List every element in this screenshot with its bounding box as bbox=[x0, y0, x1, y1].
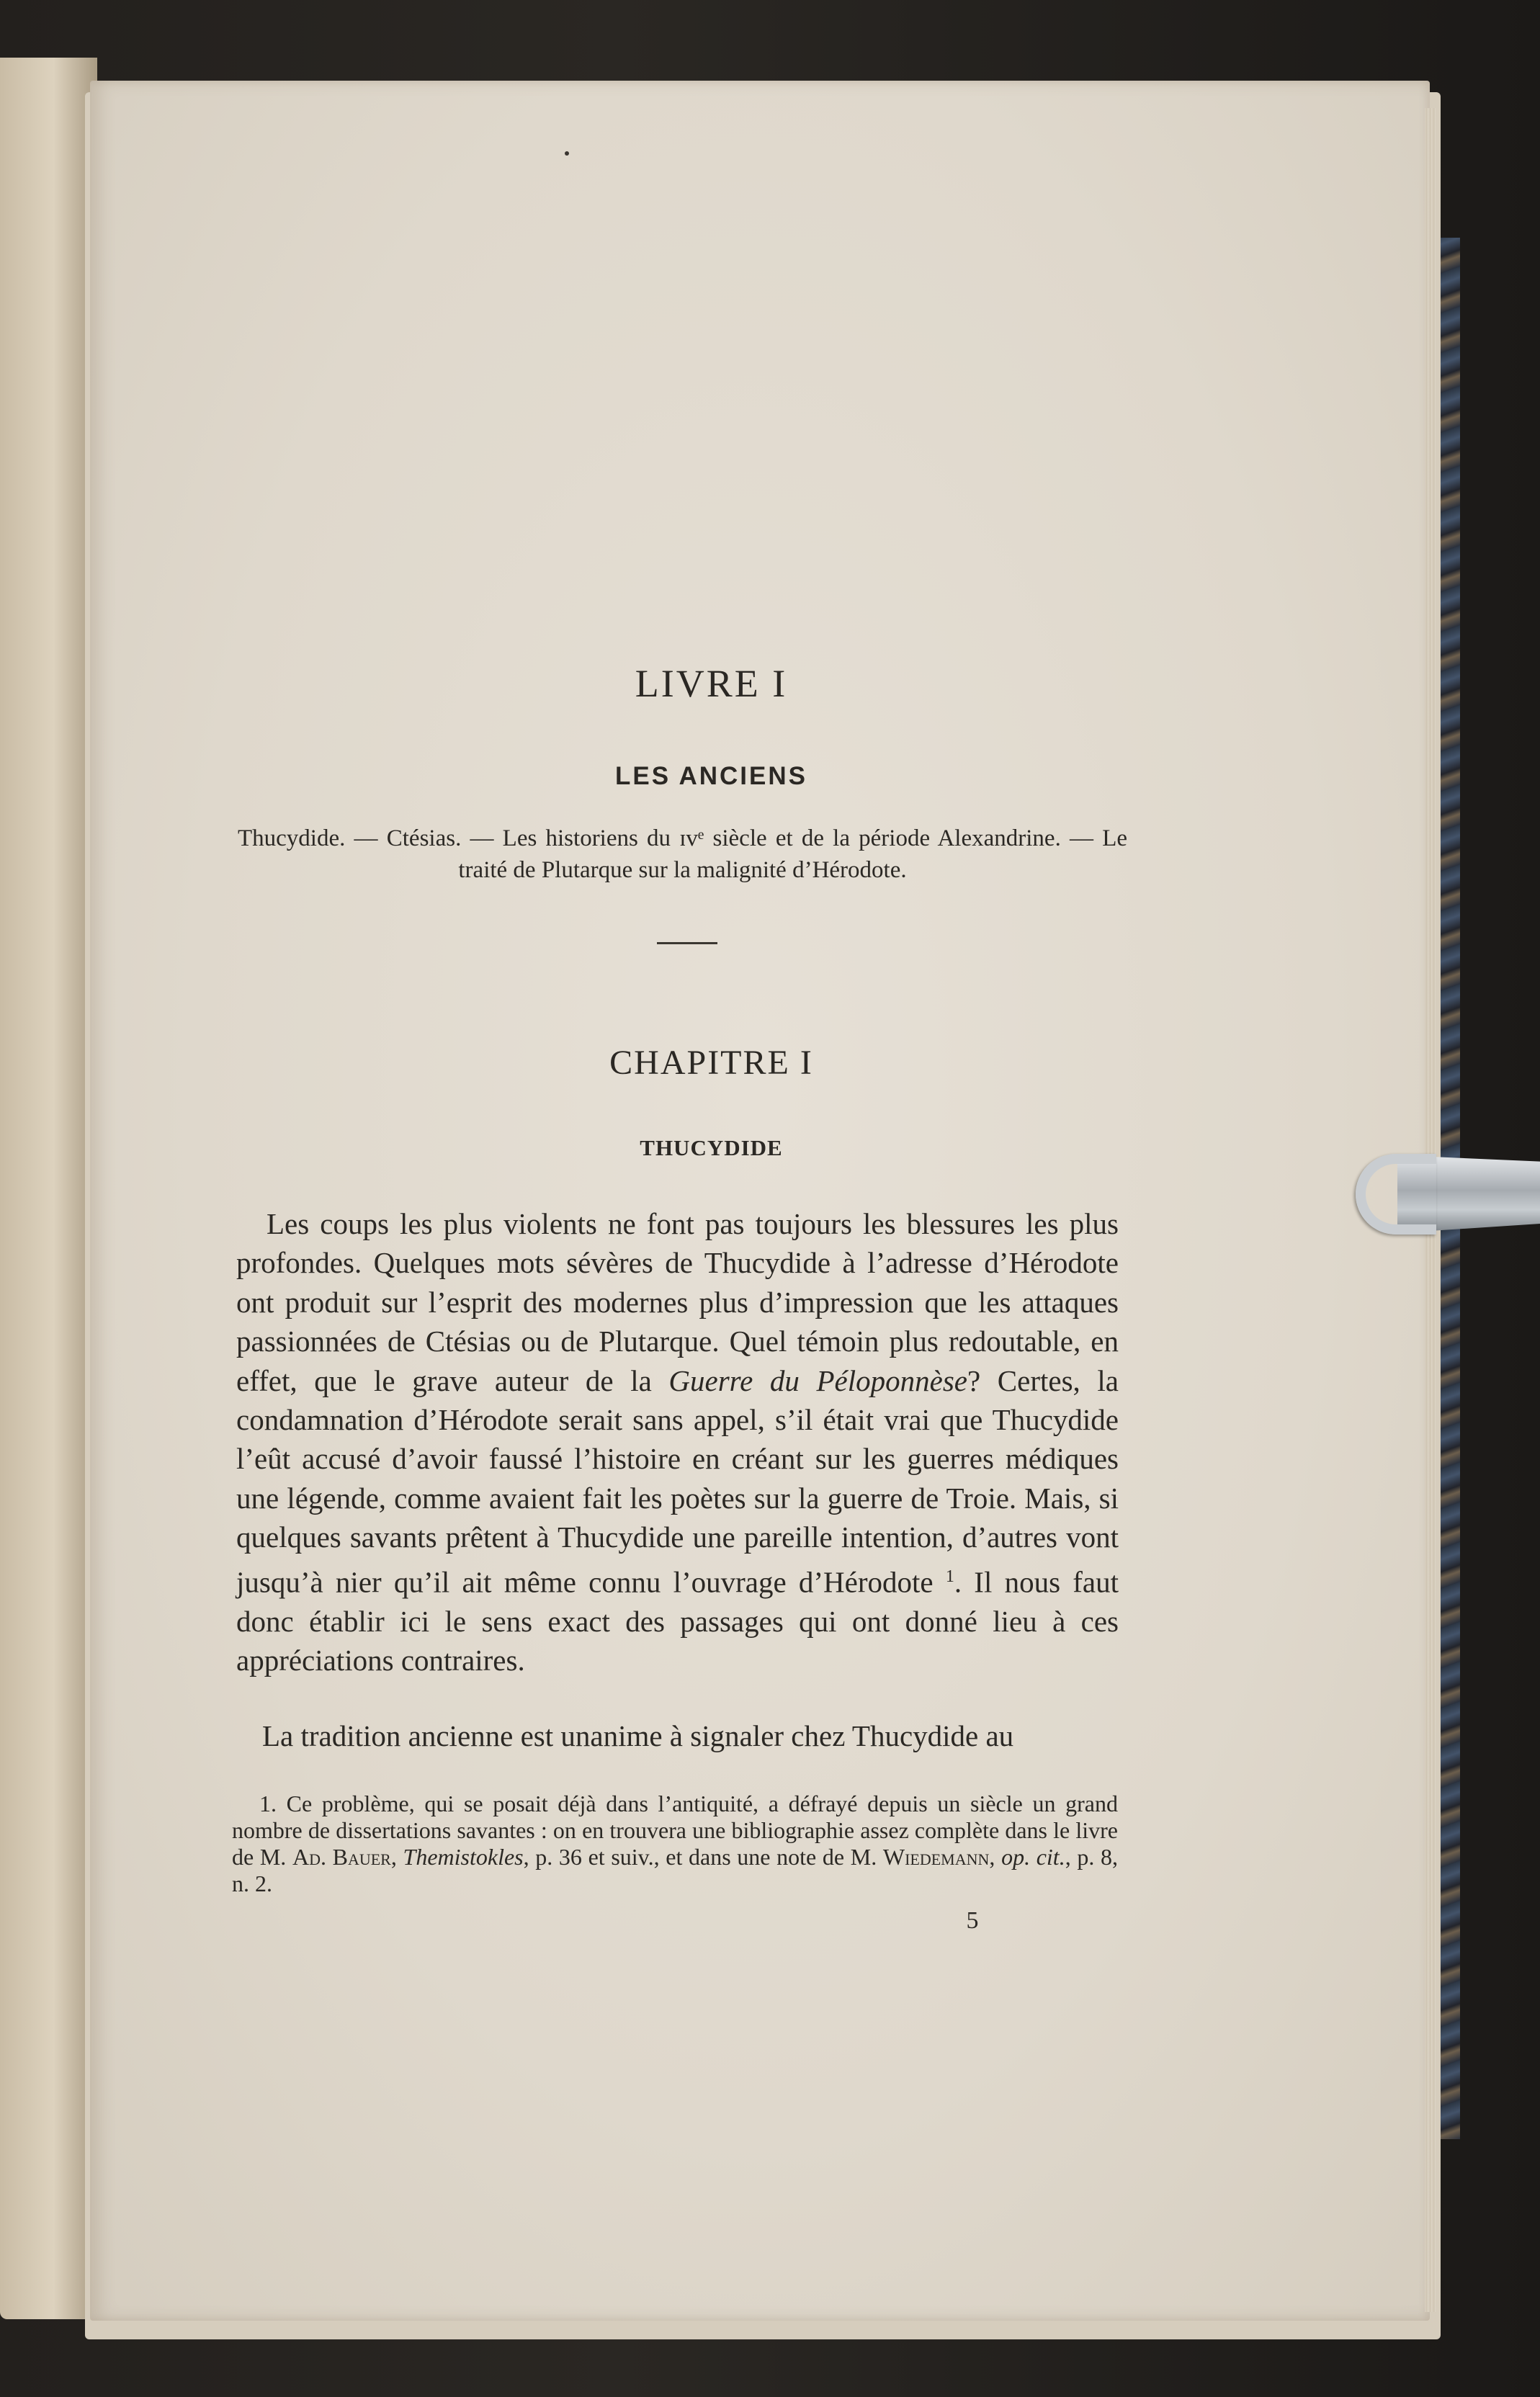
metal-clip bbox=[1356, 1150, 1540, 1245]
footnote-author-wiedemann: Wiedemann bbox=[882, 1844, 990, 1870]
footnote-author-bauer: Ad. Bauer bbox=[292, 1844, 391, 1870]
paragraph-1 bbox=[236, 1204, 1119, 1680]
page-number: 5 bbox=[966, 1907, 979, 1934]
paragraph-2: La tradition ancienne est unanime à signaler chez Thucydide au bbox=[262, 1719, 1014, 1752]
clip-loop bbox=[1356, 1154, 1436, 1235]
footnote-text-b: , p. 36 et suiv., et dans une note de M. bbox=[523, 1844, 883, 1870]
book-page bbox=[90, 81, 1430, 2321]
divider-rule bbox=[657, 942, 717, 944]
footnote-text-a: Ce problème, qui se posait déjà dans l’antiquité, a défrayé depuis un siècle un grand nombre de dissertations savantes : on en trouvera une bibliographie assez complète dans le livre de M. bbox=[232, 1791, 1118, 1870]
facing-page-edge bbox=[0, 58, 97, 2319]
footnote-work-themistokles: Themistokles bbox=[403, 1844, 524, 1870]
footnote-reference: 1 bbox=[945, 1567, 954, 1586]
footnote-work-opcit: op. cit. bbox=[1001, 1844, 1065, 1870]
paragraph-1-text-a: Les coups les plus violents ne font pas toujours les blessures les plus profondes. Quelques mots sévères de Thucydide à l’adresse d’Hérodote ont produit sur l’esprit des modernes plus d’impression que les attaques passionnées de Ctésias ou de Plutarque. Quel témoin plus redoutable, en effet, que le grave auteur de la bbox=[236, 1207, 1119, 1397]
specks bbox=[565, 151, 569, 156]
footnote-sep-1: , bbox=[390, 1844, 403, 1870]
paragraph-1-italic-title: Guerre du Péloponnèse bbox=[668, 1363, 967, 1397]
book-summary: Thucydide. — Ctésias. — Les historiens du ɪᴠᵉ siècle et de la période Alexandrine. — Le traité de Plutarque sur la malignité d’Hérodote. bbox=[238, 825, 1127, 883]
paragraph-1-text-c: . Il nous faut donc établir ici le sens exact des passages qui ont donné lieu à ces appréciations contraires. bbox=[236, 1565, 1119, 1677]
footnote bbox=[232, 1791, 1118, 1897]
chapter-subtitle: THUCYDIDE bbox=[640, 1135, 783, 1160]
book-subtitle: LES ANCIENS bbox=[614, 762, 807, 790]
chapter-title: CHAPITRE I bbox=[609, 1044, 813, 1082]
footnote-sep-2: , bbox=[989, 1844, 1002, 1870]
paragraph-1-text-b: ? Certes, la condamnation d’Hérodote serait sans appel, s’il était vrai que Thucydide l’eût accusé d’avoir faussé l’histoire en créant sur les guerres médiques une légende, comme avaient fait les poètes sur la guerre de Troie. Mais, si quelques savants prêtent à Thucydide une pareille intention, d’autres vont jusqu’à nier qu’il ait même connu l’ouvrage d’Hérodote bbox=[236, 1363, 1119, 1599]
book-heading: LIVRE I bbox=[635, 662, 788, 705]
footnote-number: 1. bbox=[259, 1791, 277, 1816]
footnote-body bbox=[232, 1791, 1118, 1897]
footnote-text-c: , p. 8, n. 2. bbox=[232, 1844, 1119, 1896]
